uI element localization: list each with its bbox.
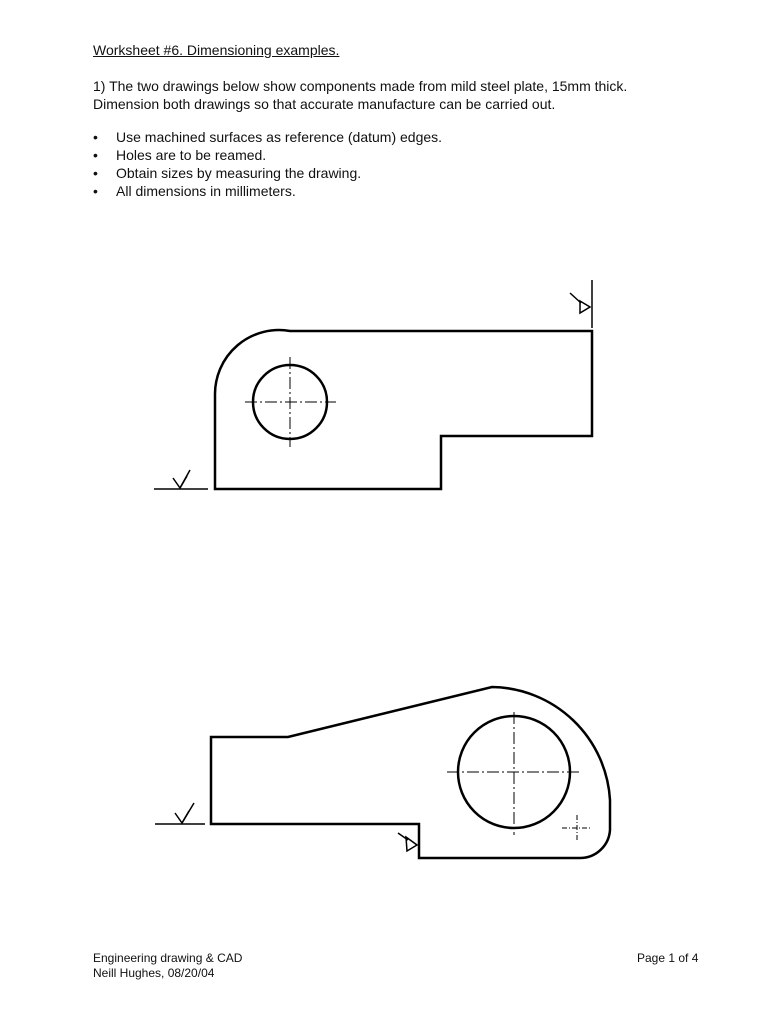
worksheet-title: Worksheet #6. Dimensioning examples. bbox=[93, 42, 340, 58]
hole-centre-lines bbox=[447, 712, 582, 835]
instruction-line-2: Dimension both drawings so that accurate manufacture can be carried out. bbox=[93, 96, 556, 112]
bullet-icon: • bbox=[93, 147, 98, 163]
datum-symbol-step bbox=[398, 833, 417, 851]
list-item-text: All dimensions in millimeters. bbox=[116, 183, 296, 199]
bullet-icon: • bbox=[93, 165, 98, 181]
footer-author-date: Neill Hughes, 08/20/04 bbox=[93, 966, 215, 980]
list-item-text: Use machined surfaces as reference (datum) edges. bbox=[116, 129, 443, 145]
list-item-text: Holes are to be reamed. bbox=[116, 147, 267, 163]
footer-course: Engineering drawing & CAD bbox=[93, 951, 243, 965]
instruction-line-1: 1) The two drawings below show components made from mild steel plate, 15mm thick. bbox=[93, 78, 628, 94]
page-number: Page 1 of 4 bbox=[637, 951, 699, 965]
arc-centre-mark bbox=[562, 815, 592, 842]
bullet-icon: • bbox=[93, 183, 98, 199]
list-item-text: Obtain sizes by measuring the drawing. bbox=[116, 165, 362, 181]
lever-outline bbox=[211, 687, 610, 858]
footer-left bbox=[93, 951, 242, 981]
datum-symbol-bottom bbox=[155, 803, 205, 824]
bullet-icon: • bbox=[93, 129, 98, 145]
